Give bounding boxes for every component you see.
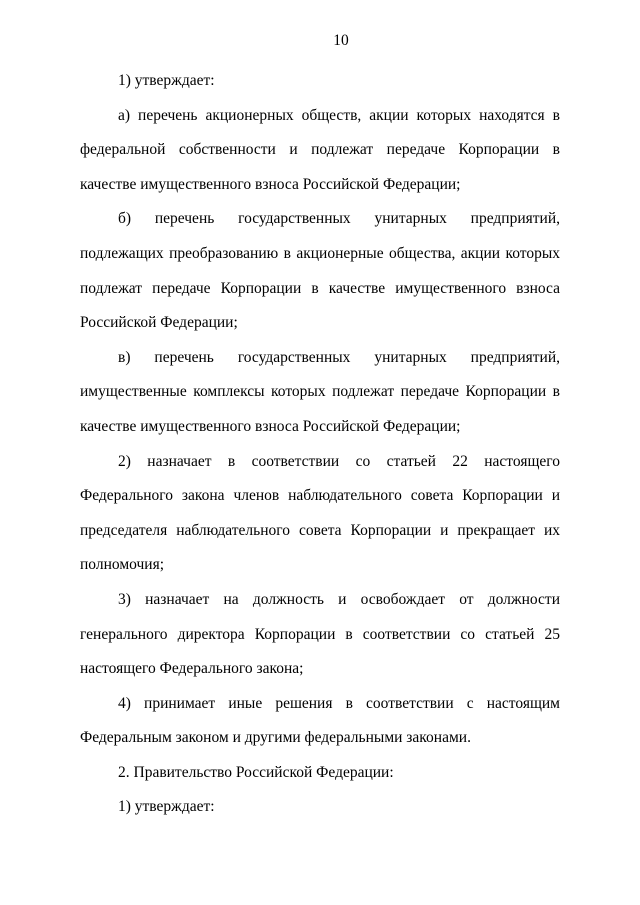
- paragraph-a-joint-stock-list: а) перечень акционерных обществ, акции которых находятся в федеральной собственности и подлежат передаче Корпорации в качестве имущественного взноса Российской Федерации;: [80, 106, 560, 193]
- paragraph-1-approves-government: 1) утверждает:: [118, 798, 215, 816]
- document-body: [80, 64, 560, 825]
- paragraph-3-appoints-director: 3) назначает на должность и освобождает от должности генерального директора Корпорации в соответствии со статьей 25 настоящего Федерального закона;: [80, 590, 560, 678]
- paragraph-v-property-complexes-list: в) перечень государственных унитарных предприятий, имущественные комплексы которых подлежат передаче Корпорации в качестве имущественного взноса Российской Федерации;: [80, 348, 560, 435]
- paragraph-1-approves: 1) утверждает:: [118, 72, 215, 89]
- paragraph-4-other-decisions: 4) принимает иные решения в соответствии с настоящим Федеральным законом и другими федеральными законами.: [80, 694, 560, 747]
- paragraph-b-unitary-enterprises-list: б) перечень государственных унитарных предприятий, подлежащих преобразованию в акционерные общества, акции которых подлежат передаче Корпорации в качестве имущественного взноса Российской Федерации;: [80, 210, 560, 332]
- section-2-government: 2. Правительство Российской Федерации:: [118, 763, 394, 781]
- page-number: 10: [333, 32, 349, 49]
- paragraph-2-appoints-board: 2) назначает в соответствии со статьей 22 настоящего Федерального закона членов наблюдательного совета Корпорации и председателя наблюдательного совета Корпорации и прекращает их полномочия;: [80, 452, 560, 574]
